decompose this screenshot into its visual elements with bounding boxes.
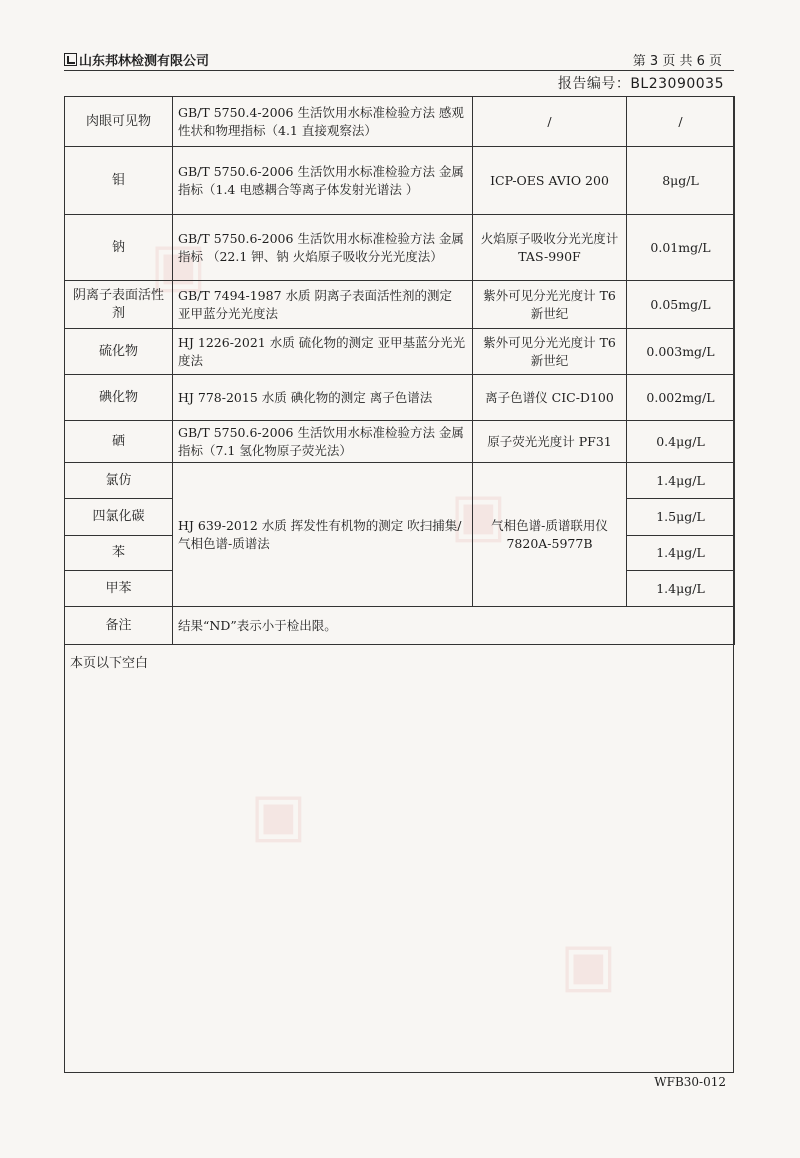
method-cell: GB/T 5750.6-2006 生活饮用水标准检验方法 金属指标（7.1 氢化物原子荧光法） <box>173 421 473 463</box>
item-name: 四氯化碳 <box>65 499 173 536</box>
item-name: 阴离子表面活性剂 <box>65 281 173 329</box>
form-code: WFB30-012 <box>654 1075 726 1089</box>
item-name: 钠 <box>65 215 173 281</box>
instrument-cell: 火焰原子吸收分光光度计 TAS-990F <box>473 215 627 281</box>
method-cell: HJ 639-2012 水质 挥发性有机物的测定 吹扫捕集/气相色谱-质谱法 <box>173 463 473 607</box>
instrument-cell: 气相色谱-质谱联用仪 7820A-5977B <box>473 463 627 607</box>
company-logo-icon <box>64 53 77 66</box>
limit-cell: 0.4μg/L <box>627 421 735 463</box>
method-cell: GB/T 5750.4-2006 生活饮用水标准检验方法 感观性状和物理指标（4.1 直接观察法） <box>173 97 473 147</box>
watermark: ▣ <box>450 480 507 550</box>
watermark: ▣ <box>560 930 617 1000</box>
instrument-cell: 紫外可见分光光度计 T6 新世纪 <box>473 281 627 329</box>
item-name: 苯 <box>65 536 173 571</box>
remark-row <box>65 607 735 645</box>
method-cell: GB/T 5750.6-2006 生活饮用水标准检验方法 金属指标（1.4 电感耦合等离子体发射光谱法 ） <box>173 147 473 215</box>
instrument-cell: / <box>473 97 627 147</box>
method-cell: GB/T 7494-1987 水质 阴离子表面活性剂的测定 亚甲蓝分光光度法 <box>173 281 473 329</box>
watermark: ▣ <box>150 230 207 300</box>
method-cell: HJ 1226-2021 水质 硫化物的测定 亚甲基蓝分光光度法 <box>173 329 473 375</box>
limit-cell: 1.4μg/L <box>627 536 735 571</box>
item-name: 硫化物 <box>65 329 173 375</box>
item-name: 甲苯 <box>65 571 173 607</box>
method-cell: HJ 778-2015 水质 碘化物的测定 离子色谱法 <box>173 375 473 421</box>
limit-cell: 0.002mg/L <box>627 375 735 421</box>
page-info: 第 3 页 共 6 页 <box>632 54 722 69</box>
limit-cell: 8μg/L <box>627 147 735 215</box>
table-row <box>65 281 735 329</box>
remark-label: 备注 <box>65 607 173 645</box>
limit-cell: 1.4μg/L <box>627 463 735 499</box>
limit-cell: 1.5μg/L <box>627 499 735 536</box>
table-row <box>65 215 735 281</box>
limit-cell: 0.003mg/L <box>627 329 735 375</box>
item-name: 碘化物 <box>65 375 173 421</box>
instrument-cell: 紫外可见分光光度计 T6 新世纪 <box>473 329 627 375</box>
table-row <box>65 375 735 421</box>
limit-cell: / <box>627 97 735 147</box>
limit-cell: 0.01mg/L <box>627 215 735 281</box>
table-row <box>65 421 735 463</box>
limit-cell: 0.05mg/L <box>627 281 735 329</box>
report-number: 报告编号：BL23090035 <box>557 76 724 92</box>
limit-cell: 1.4μg/L <box>627 571 735 607</box>
header-divider <box>64 70 734 71</box>
item-name: 肉眼可见物 <box>65 97 173 147</box>
instrument-cell: ICP-OES AVIO 200 <box>473 147 627 215</box>
method-cell: GB/T 5750.6-2006 生活饮用水标准检验方法 金属指标 （22.1 钾、钠 火焰原子吸收分光光度法） <box>173 215 473 281</box>
company-name: 山东邦林检测有限公司 <box>79 54 210 69</box>
instrument-cell: 离子色谱仪 CIC-D100 <box>473 375 627 421</box>
table-row <box>65 97 735 147</box>
item-name: 氯仿 <box>65 463 173 499</box>
table-row <box>65 147 735 215</box>
table-row <box>65 463 735 499</box>
instrument-cell: 原子荧光光度计 PF31 <box>473 421 627 463</box>
item-name: 硒 <box>65 421 173 463</box>
company-header <box>64 50 209 69</box>
item-name: 钼 <box>65 147 173 215</box>
watermark: ▣ <box>250 780 307 850</box>
remark-text: 结果“ND”表示小于检出限。 <box>173 607 735 645</box>
blank-below-note: 本页以下空白 <box>70 656 149 671</box>
test-method-table <box>64 96 735 645</box>
table-row <box>65 329 735 375</box>
